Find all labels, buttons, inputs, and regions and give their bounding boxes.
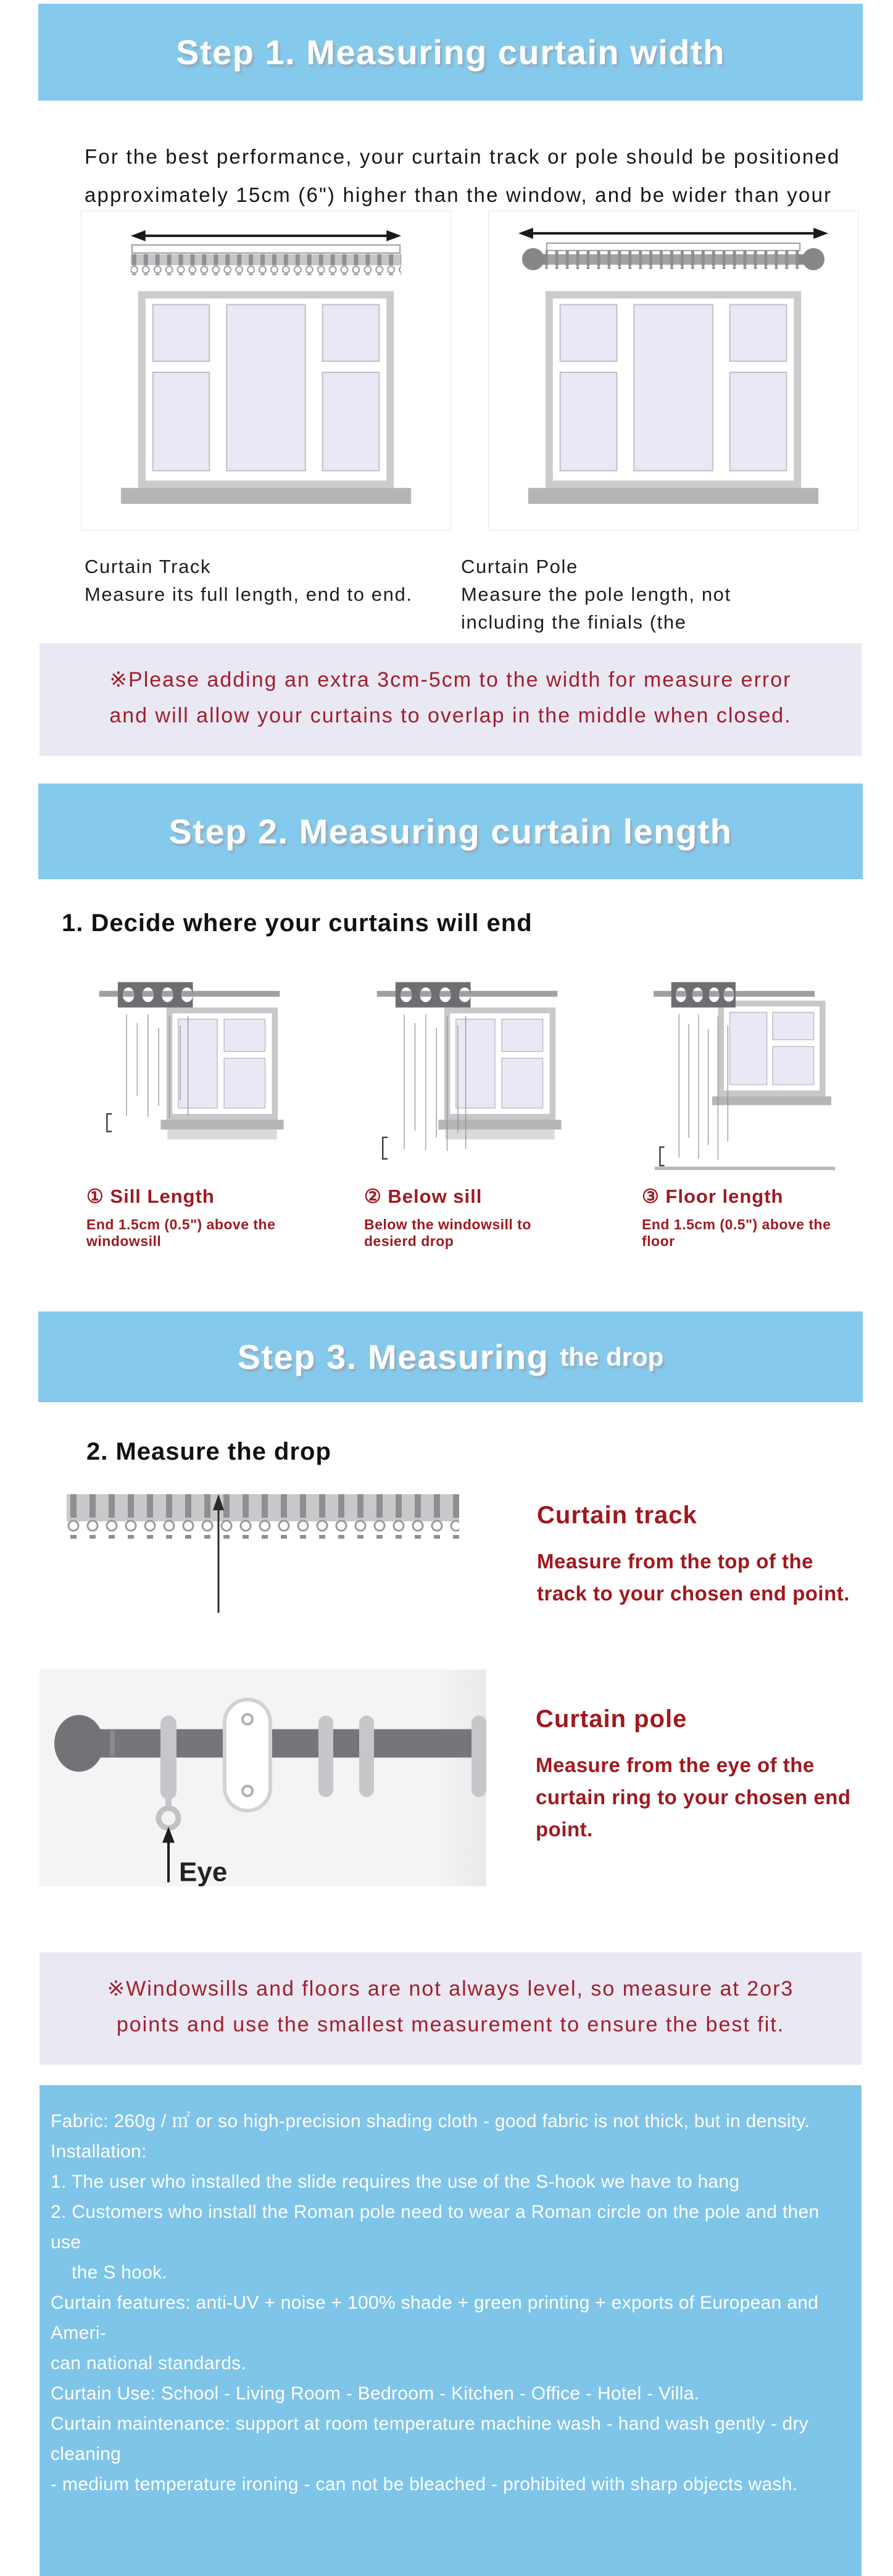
curtain-pole-diagram-box xyxy=(39,1670,486,1886)
curtain-track-title: Curtain track xyxy=(537,1502,697,1529)
curtain-pole-caption-body-2: including the finials (the xyxy=(461,611,687,633)
length-options-row xyxy=(69,969,893,1250)
width-note-box xyxy=(39,643,862,756)
curtain-pole-body: Measure from the eye of the curtain ring to your chosen end point. xyxy=(536,1754,851,1841)
curtain-track-body: Measure from the top of the track to your chosen end point. xyxy=(537,1550,850,1605)
info-use: Curtain Use: School - Living Room - Bedroom - Kitchen - Office - Hotel - Villa. xyxy=(51,2383,700,2404)
curtain-track-text xyxy=(537,1491,850,1614)
width-note-line-1: ※Please adding an extra 3cm-5cm to the width for measure error xyxy=(109,668,792,692)
curtain-track-window-diagram xyxy=(81,211,451,530)
curtain-track xyxy=(131,254,401,275)
level-note-box xyxy=(39,1952,862,2065)
floor-line xyxy=(655,1166,836,1170)
product-info-box xyxy=(39,2085,862,2576)
step1-banner xyxy=(38,4,863,101)
info-maintenance-1: Curtain maintenance: support at room temperature machine wash - hand wash gently - dry cleaning xyxy=(51,2414,809,2464)
step1-captions xyxy=(85,553,893,636)
step2-banner xyxy=(38,784,863,879)
below-sill-desc: Below the windowsill to desierd drop xyxy=(364,1216,531,1249)
curtain-pole-eye-icon xyxy=(39,1670,486,1886)
step1-banner-title: Step 1. Measuring curtain width xyxy=(176,33,725,72)
width-double-arrow-icon xyxy=(131,230,401,241)
curtain-pole-window-diagram xyxy=(488,211,858,530)
measure-drop-heading: 2. Measure the drop xyxy=(86,1438,331,1465)
floor-length-diagram-icon xyxy=(625,969,865,1179)
info-features-1: Curtain features: anti-UV + noise + 100% shade + green printing + exports of European and Ameri- xyxy=(51,2293,819,2343)
curtain-ring xyxy=(359,1716,374,1797)
measure-bracket-mark xyxy=(660,1147,664,1166)
window-with-track-icon xyxy=(81,211,451,530)
up-arrow-icon xyxy=(162,1827,175,1883)
curtain-ring xyxy=(318,1716,333,1797)
step3-banner-title: Step 3. Measuring xyxy=(237,1337,549,1376)
below-sill-label: ② Below sill xyxy=(364,1186,483,1207)
level-note-line-2: points and use the smallest measurement to ensure the best fit. xyxy=(116,2013,785,2036)
step3-banner-subtitle: the drop xyxy=(560,1342,664,1371)
step2-banner-title: Step 2. Measuring curtain length xyxy=(168,812,733,851)
floor-length-desc: End 1.5cm (0.5") above the floor xyxy=(642,1216,831,1249)
curtain-pole-caption xyxy=(461,553,731,636)
curtain-pole-caption-body-1: Measure the pole length, not xyxy=(461,583,731,605)
measure-bracket xyxy=(547,243,800,251)
measure-bracket-mark xyxy=(107,1114,112,1131)
curtain-track-row xyxy=(64,1491,893,1614)
curtain-pole xyxy=(522,248,824,270)
step1-intro-paragraph xyxy=(85,138,856,214)
finial-icon xyxy=(54,1715,104,1772)
sill-length-diagram-icon xyxy=(69,969,310,1179)
windowsill xyxy=(121,488,411,504)
below-sill-option xyxy=(347,969,588,1250)
info-maintenance-2: - medium temperature ironing - can not be bleached - prohibited with sharp objects wash. xyxy=(51,2474,798,2494)
curtain-pole-title: Curtain pole xyxy=(536,1705,687,1733)
sill-length-desc: End 1.5cm (0.5") above the windowsill xyxy=(86,1216,276,1249)
sill-length-label: ① Sill Length xyxy=(86,1186,215,1207)
finial-neck xyxy=(100,1733,110,1754)
sill-length-option xyxy=(69,969,310,1250)
curtain-pole-text xyxy=(536,1670,851,1886)
eye-ring xyxy=(159,1716,178,1828)
curtain-track-caption xyxy=(85,553,461,636)
under-sill-wall xyxy=(167,1129,276,1139)
curtain-track-drop-icon xyxy=(64,1491,464,1614)
window-with-pole-icon xyxy=(489,211,858,530)
curtain-track-caption-body: Measure its full length, end to end. xyxy=(85,583,413,605)
grommet-curtain xyxy=(671,982,736,1166)
level-note-line-1: ※Windowsills and floors are not always level, so measure at 2or3 xyxy=(107,1977,794,2001)
measure-bracket-mark xyxy=(383,1137,388,1159)
curtain-ring xyxy=(471,1716,486,1797)
info-install-2: 2. Customers who install the Roman pole need to wear a Roman circle on the pole and then use xyxy=(51,2202,820,2252)
finial-icon xyxy=(522,248,544,270)
pole-bar xyxy=(98,1729,480,1758)
step1-diagrams xyxy=(81,211,893,530)
info-install-2b: the S hook. xyxy=(72,2262,168,2283)
finial-collar xyxy=(110,1731,115,1757)
windowsill xyxy=(528,488,818,504)
window xyxy=(138,291,394,488)
curtain-track-caption-title: Curtain Track xyxy=(85,556,212,577)
width-double-arrow-icon xyxy=(518,228,828,239)
step3-banner xyxy=(38,1311,863,1402)
grommet-curtain xyxy=(396,982,471,1158)
info-install-1: 1. The user who installed the slide requires the use of the S-hook we have to hang xyxy=(51,2172,740,2192)
curtain-measuring-guide xyxy=(0,4,893,2576)
track-hooks xyxy=(67,1494,459,1539)
curtain-pole-row xyxy=(39,1670,893,1886)
info-features-2: can national standards. xyxy=(51,2353,247,2373)
curtain-pole-caption-title: Curtain Pole xyxy=(461,556,578,577)
decide-end-heading: 1. Decide where your curtains will end xyxy=(62,910,533,937)
measure-bracket xyxy=(132,245,400,253)
grommet-curtain xyxy=(118,982,193,1125)
eye-label: Eye xyxy=(179,1857,228,1886)
intro-line-2: approximately 15cm (6") higher than the window, and be wider than your xyxy=(85,183,833,206)
floor-length-label: ③ Floor length xyxy=(642,1186,784,1207)
window xyxy=(546,291,801,488)
below-sill-diagram-icon xyxy=(347,969,588,1179)
wall-bracket xyxy=(225,1700,270,1811)
width-note-line-2: and will allow your curtains to overlap in the middle when closed. xyxy=(109,704,792,727)
info-installation: Installation: xyxy=(51,2141,147,2162)
finial-icon xyxy=(802,248,824,270)
info-fabric: Fabric: 260g / ㎡ or so high-precision shading cloth - good fabric is not thick, but in density. xyxy=(51,2111,810,2131)
intro-line-1: For the best performance, your curtain track or pole should be positioned xyxy=(85,145,841,168)
floor-length-option xyxy=(625,969,865,1250)
